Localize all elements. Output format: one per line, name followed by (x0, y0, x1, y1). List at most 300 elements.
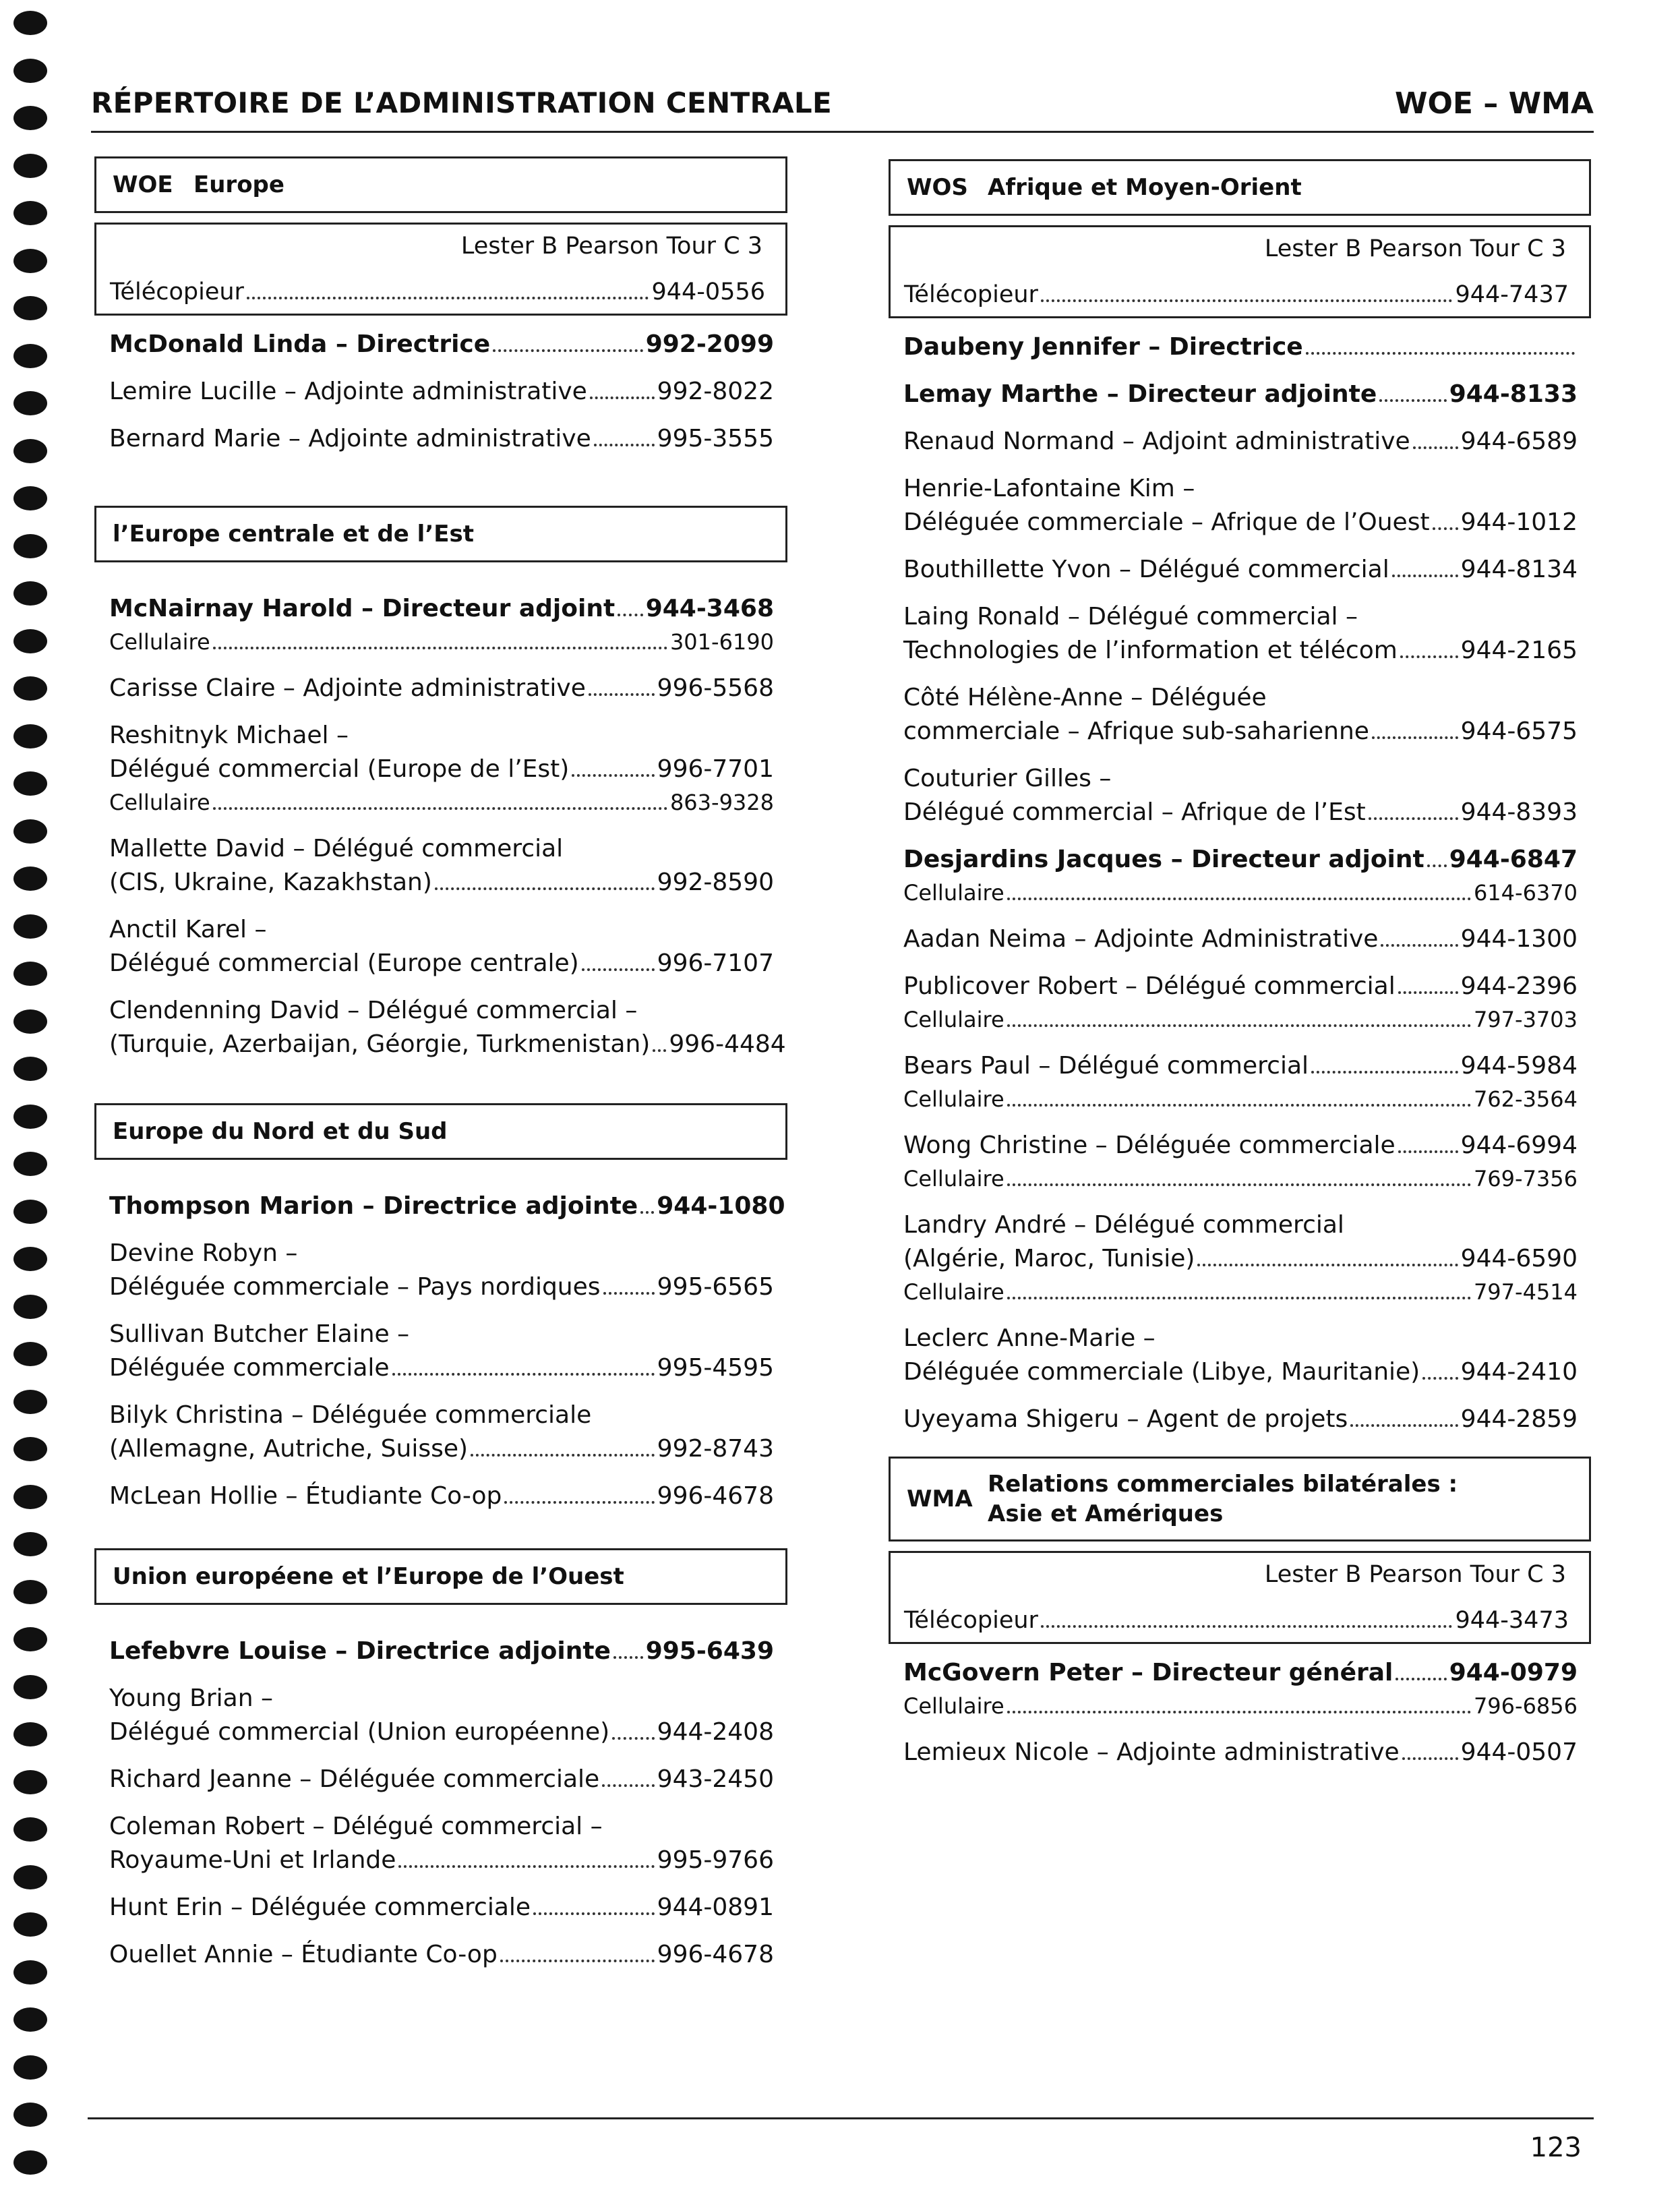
directory-entry (903, 330, 1578, 364)
phone-row (109, 1270, 774, 1304)
office-address: Lester B Pearson Tour C 3 (460, 233, 762, 260)
leader-dots (612, 1737, 655, 1740)
binding-hole (13, 486, 47, 510)
directory-entry (903, 1049, 1578, 1115)
binding-hole (13, 344, 47, 368)
leader-dots (1041, 299, 1453, 302)
phone-number: 996-7107 (657, 949, 774, 977)
phone-label: Carisse Claire – Adjointe administrative (109, 674, 586, 702)
phone-label: (Turquie, Azerbaijan, Géorgie, Turkmenistan) (109, 1030, 651, 1058)
section-woe (94, 156, 787, 469)
cellular-label: Cellulaire (903, 1086, 1004, 1112)
phone-row (903, 378, 1578, 411)
cellular-number: 301-6190 (669, 629, 774, 655)
binding-hole (13, 1770, 47, 1794)
leader-dots (435, 887, 655, 890)
cellular-number: 769-7356 (1473, 1166, 1578, 1192)
cellular-row (903, 1163, 1578, 1195)
phone-row (109, 1028, 786, 1061)
phone-row (903, 796, 1578, 829)
leader-dots (533, 1912, 655, 1915)
leader-dots (1413, 446, 1458, 449)
cellular-row (109, 786, 774, 819)
directory-entry (903, 378, 1578, 411)
phone-number: 944-5984 (1460, 1052, 1578, 1080)
leader-dots (1007, 898, 1471, 900)
cellular-label: Cellulaire (903, 1279, 1004, 1305)
phone-number: 992-8590 (657, 869, 774, 896)
binding-hole (13, 249, 47, 273)
fax-box (889, 1551, 1591, 1644)
phone-row (903, 1242, 1578, 1276)
cellular-row (903, 1276, 1578, 1308)
phone-row (109, 672, 774, 705)
fax-label: Télécopieur (110, 278, 244, 305)
phone-number: 996-4678 (657, 1941, 774, 1968)
phone-number: 944-0891 (657, 1893, 774, 1921)
section-name: l’Europe centrale et de l’Est (113, 521, 474, 548)
binding-hole (13, 819, 47, 844)
phone-row (903, 1403, 1578, 1436)
phone-row (109, 1763, 774, 1796)
section-name: Europe du Nord et du Sud (113, 1118, 448, 1145)
page-title: RÉPERTOIRE DE L’ADMINISTRATION CENTRALE (91, 86, 832, 119)
header-rule (91, 131, 1594, 133)
section-union-europeenne (94, 1548, 787, 1985)
phone-label: Délégué commercial (Europe centrale) (109, 949, 579, 977)
leader-dots (1398, 1150, 1458, 1153)
phone-number: 944-8393 (1460, 798, 1578, 826)
directory-entry (109, 1891, 774, 1925)
phone-label: McGovern Peter – Directeur général (903, 1659, 1393, 1686)
directory-entry (109, 832, 774, 900)
directory-entry (903, 1736, 1578, 1769)
fax-box (94, 223, 787, 316)
binding-hole (13, 439, 47, 463)
leader-dots (1197, 1264, 1458, 1266)
leader-dots (1392, 575, 1458, 577)
cellular-number: 796-6856 (1473, 1693, 1578, 1719)
phone-row (109, 1635, 774, 1668)
directory-entry (903, 1129, 1578, 1195)
directory-entry (109, 1479, 774, 1513)
fax-box (889, 225, 1591, 318)
cellular-row (109, 626, 774, 658)
binding-hole (13, 59, 47, 83)
entry-name-line: Coleman Robert – Délégué commercial – (109, 1813, 603, 1840)
entry-name-line: Landry André – Délégué commercial (903, 1211, 1344, 1239)
phone-label: Wong Christine – Déléguée commerciale (903, 1132, 1396, 1159)
entry-list (94, 1189, 787, 1513)
leader-dots (590, 396, 655, 399)
phone-label: Bouthillette Yvon – Délégué commercial (903, 556, 1389, 583)
directory-entry (903, 922, 1578, 956)
phone-number: 944-8134 (1460, 556, 1578, 583)
leader-dots (504, 1501, 654, 1504)
phone-row (109, 1432, 774, 1466)
binding-hole (13, 1105, 47, 1129)
leader-dots (493, 349, 643, 352)
directory-entry (903, 425, 1578, 459)
directory-entry (109, 1189, 785, 1223)
phone-label: Uyeyama Shigeru – Agent de projets (903, 1405, 1348, 1433)
directory-entry (903, 1208, 1578, 1308)
phone-number: 944-6994 (1460, 1132, 1578, 1159)
phone-number: 996-7701 (657, 755, 774, 783)
section-header (94, 1548, 787, 1605)
phone-number: 944-3468 (645, 595, 774, 622)
phone-number: 996-4484 (669, 1030, 786, 1058)
phone-number: 995-3555 (657, 425, 774, 452)
directory-entry (109, 672, 774, 705)
phone-number: 944-6590 (1460, 1245, 1578, 1272)
leader-dots (1007, 1183, 1471, 1186)
entry-name-line: Clendenning David – Délégué commercial – (109, 997, 638, 1024)
phone-label: (Algérie, Maroc, Tunisie) (903, 1245, 1195, 1272)
binding-hole (13, 1485, 47, 1509)
phone-label: Délégué commercial (Union européenne) (109, 1718, 610, 1746)
leader-dots (500, 1960, 655, 1962)
phone-number: 995-6439 (645, 1637, 774, 1665)
section-name: Afrique et Moyen-Orient (988, 174, 1302, 201)
phone-number: 944-1012 (1460, 508, 1578, 536)
phone-number: 944-2396 (1460, 972, 1578, 1000)
binding-hole (13, 1817, 47, 1842)
fax-label: Télécopieur (904, 281, 1038, 308)
binding-hole (13, 724, 47, 748)
directory-entry (109, 719, 774, 819)
directory-entry (109, 592, 774, 658)
leader-dots (1311, 1071, 1458, 1074)
phone-label: Lemay Marthe – Directeur adjointe (903, 380, 1377, 408)
leader-dots (618, 614, 643, 616)
leader-dots (398, 1865, 654, 1868)
phone-number: 944-2859 (1460, 1405, 1578, 1433)
binding-hole (13, 2103, 47, 2127)
phone-row (109, 1844, 774, 1877)
fax-number: 944-7437 (1455, 281, 1569, 308)
phone-row (903, 922, 1578, 956)
phone-label: Royaume-Uni et Irlande (109, 1846, 396, 1874)
phone-label: Hunt Erin – Déléguée commerciale (109, 1893, 531, 1921)
directory-entry (109, 1399, 774, 1466)
binding-hole (13, 1009, 47, 1034)
directory-entry (903, 1322, 1578, 1389)
cellular-number: 797-4514 (1473, 1279, 1578, 1305)
phone-number: 944-6575 (1460, 717, 1578, 745)
binding-hole (13, 1675, 47, 1699)
section-code: WOE (113, 171, 173, 198)
phone-row (109, 1715, 774, 1749)
phone-label: Aadan Neima – Adjointe Administrative (903, 925, 1379, 953)
phone-row (903, 1129, 1578, 1163)
binding-hole (13, 2055, 47, 2080)
directory-entry (903, 762, 1578, 829)
section-europe-centrale (94, 506, 787, 1075)
section-header (889, 159, 1591, 216)
directory-entry (903, 1656, 1578, 1722)
leader-dots (1379, 399, 1446, 402)
phone-label: Déléguée commerciale – Pays nordiques (109, 1273, 601, 1301)
binding-hole (13, 1580, 47, 1604)
section-wma (889, 1457, 1591, 1783)
directory-entry (109, 422, 774, 456)
phone-row (903, 634, 1578, 668)
leader-dots (1402, 1757, 1458, 1760)
cellular-number: 797-3703 (1473, 1007, 1578, 1032)
footer-rule (88, 2117, 1594, 2119)
phone-row (109, 1351, 774, 1385)
leader-dots (640, 1211, 654, 1214)
entry-list (94, 592, 787, 1061)
entry-name-line: Couturier Gilles – (903, 765, 1112, 792)
leader-dots (1007, 1024, 1471, 1027)
cellular-label: Cellulaire (109, 790, 210, 815)
binding-hole (13, 1437, 47, 1461)
directory-entry (903, 472, 1578, 539)
directory-entry (109, 994, 786, 1061)
binding-hole (13, 1247, 47, 1271)
phone-label: McLean Hollie – Étudiante Co-op (109, 1482, 502, 1510)
phone-label: Délégué commercial (Europe de l’Est) (109, 755, 570, 783)
phone-number: 944-6589 (1460, 428, 1578, 455)
section-name: Europe (193, 171, 284, 198)
directory-entry (903, 553, 1578, 587)
office-address: Lester B Pearson Tour C 3 (1264, 235, 1566, 262)
phone-number: 944-0507 (1460, 1738, 1578, 1766)
directory-entry (109, 1635, 774, 1668)
phone-label: Renaud Normand – Adjoint administrative (903, 428, 1410, 455)
directory-entry (109, 328, 774, 361)
phone-number: 944-1300 (1460, 925, 1578, 953)
leader-dots (1350, 1424, 1458, 1427)
section-codes: WOE – WMA (1394, 86, 1594, 121)
binding-hole (13, 581, 47, 606)
directory-entry (903, 1403, 1578, 1436)
phone-row (109, 1479, 774, 1513)
binding-hole (13, 534, 47, 558)
phone-label: (Allemagne, Autriche, Suisse) (109, 1435, 469, 1463)
phone-label: Richard Jeanne – Déléguée commerciale (109, 1765, 600, 1793)
phone-label: Lemire Lucille – Adjointe administrative (109, 378, 587, 405)
leader-dots (594, 444, 655, 446)
phone-label: (CIS, Ukraine, Kazakhstan) (109, 869, 432, 896)
phone-number: 995-4595 (657, 1354, 774, 1382)
section-code: WMA (907, 1486, 973, 1512)
directory-entry (109, 913, 774, 980)
leader-dots (1007, 1104, 1471, 1107)
leader-dots (247, 297, 649, 299)
entry-name-line: Reshitnyk Michael – (109, 722, 349, 749)
leader-dots (602, 1784, 654, 1787)
section-header (94, 1103, 787, 1160)
section-header (94, 506, 787, 562)
phone-label: Bears Paul – Délégué commercial (903, 1052, 1309, 1080)
leader-dots (1422, 1377, 1458, 1380)
phone-row (903, 425, 1578, 459)
fax-row (904, 1607, 1569, 1634)
cellular-row (903, 1083, 1578, 1115)
leader-dots (653, 1049, 666, 1052)
phone-row (903, 1736, 1578, 1769)
leader-dots (1369, 817, 1458, 820)
phone-row (109, 947, 774, 980)
cellular-label: Cellulaire (903, 880, 1004, 906)
directory-entry (109, 1810, 774, 1877)
phone-label: Bernard Marie – Adjointe administrative (109, 425, 591, 452)
cellular-label: Cellulaire (903, 1693, 1004, 1719)
directory-entry (109, 1318, 774, 1385)
phone-label: Lemieux Nicole – Adjointe administrative (903, 1738, 1400, 1766)
leader-dots (603, 1292, 655, 1295)
phone-number: 992-8022 (657, 378, 774, 405)
entry-name-line: Côté Hélène-Anne – Déléguée (903, 684, 1267, 711)
phone-number: 992-2099 (645, 330, 774, 358)
cellular-label: Cellulaire (903, 1166, 1004, 1192)
phone-label: Délégué commercial – Afrique de l’Est (903, 798, 1366, 826)
binding-hole (13, 154, 47, 178)
binding-hole (13, 2150, 47, 2175)
leader-dots (589, 693, 655, 696)
section-header (889, 1457, 1591, 1541)
entry-name-line: Bilyk Christina – Déléguée commerciale (109, 1401, 592, 1429)
phone-row (109, 866, 774, 900)
binding-hole (13, 962, 47, 986)
section-name: Union européene et l’Europe de l’Ouest (113, 1563, 624, 1590)
binding-hole (13, 1865, 47, 1889)
binding-hole (13, 914, 47, 939)
entry-name-line: Laing Ronald – Délégué commercial – (903, 603, 1358, 630)
phone-number: 996-4678 (657, 1482, 774, 1510)
binding-hole (13, 1152, 47, 1176)
phone-number: 996-5568 (657, 674, 774, 702)
binding-hole (13, 1960, 47, 1985)
leader-dots (471, 1454, 655, 1457)
leader-dots (1398, 991, 1458, 994)
leader-dots (1433, 527, 1458, 530)
section-name (988, 1469, 1458, 1529)
cellular-number: 614-6370 (1473, 880, 1578, 906)
entry-name-line: Mallette David – Délégué commercial (109, 835, 564, 862)
phone-label: Déléguée commerciale (Libye, Mauritanie) (903, 1358, 1420, 1386)
spiral-binding (13, 11, 51, 2196)
directory-entry (903, 970, 1578, 1036)
directory-entry (109, 1763, 774, 1796)
phone-label: McDonald Linda – Directrice (109, 330, 491, 358)
entry-name-line: Anctil Karel – (109, 916, 267, 943)
directory-entry (109, 1237, 774, 1304)
phone-label: Déléguée commerciale (109, 1354, 390, 1382)
binding-hole (13, 1532, 47, 1556)
fax-number: 944-3473 (1455, 1607, 1569, 1634)
entry-name-line: Devine Robyn – (109, 1239, 298, 1267)
phone-label: Ouellet Annie – Étudiante Co-op (109, 1941, 498, 1968)
phone-number: 944-8133 (1449, 380, 1578, 408)
binding-hole (13, 629, 47, 653)
cellular-row (903, 1003, 1578, 1036)
phone-label: Lefebvre Louise – Directrice adjointe (109, 1637, 611, 1665)
leader-dots (1041, 1625, 1453, 1628)
cellular-row (903, 877, 1578, 909)
directory-entry (109, 1938, 774, 1972)
fax-row (904, 281, 1569, 308)
directory-entry (109, 1682, 774, 1749)
phone-row (903, 1355, 1578, 1389)
phone-number: 944-2408 (657, 1718, 774, 1746)
section-name-line2: Asie et Amériques (988, 1500, 1224, 1527)
phone-row (109, 592, 774, 626)
leader-dots (1306, 352, 1575, 355)
binding-hole (13, 201, 47, 225)
phone-row (903, 553, 1578, 587)
phone-label: Daubeny Jennifer – Directrice (903, 333, 1303, 361)
directory-entry (109, 375, 774, 409)
phone-row (109, 753, 774, 786)
binding-hole (13, 676, 47, 701)
phone-number: 944-2165 (1460, 637, 1578, 664)
phone-label: commerciale – Afrique sub-saharienne (903, 717, 1369, 745)
phone-number: 944-1080 (657, 1192, 785, 1220)
section-name-line1: Relations commerciales bilatérales : (988, 1471, 1458, 1498)
cellular-number: 762-3564 (1473, 1086, 1578, 1112)
entry-list (889, 1656, 1591, 1769)
phone-number: 943-2450 (657, 1765, 774, 1793)
binding-hole (13, 296, 47, 320)
binding-hole (13, 1200, 47, 1224)
phone-row (903, 330, 1578, 364)
binding-hole (13, 11, 47, 35)
leader-dots (213, 647, 667, 649)
binding-hole (13, 106, 47, 130)
entry-name-line: Young Brian – (109, 1684, 273, 1712)
leader-dots (1372, 736, 1458, 739)
leader-dots (1427, 864, 1447, 867)
fax-number: 944-0556 (651, 278, 765, 305)
directory-entry (903, 843, 1578, 909)
phone-row (903, 506, 1578, 539)
phone-number: 992-8743 (657, 1435, 774, 1463)
entry-list (94, 1635, 787, 1972)
fax-row (110, 278, 765, 305)
phone-row (903, 970, 1578, 1003)
phone-row (109, 422, 774, 456)
leader-dots (392, 1373, 655, 1376)
binding-hole (13, 391, 47, 415)
binding-hole (13, 1912, 47, 1937)
cellular-number: 863-9328 (669, 790, 774, 815)
leader-dots (1007, 1297, 1471, 1299)
phone-row (109, 1938, 774, 1972)
directory-entry (903, 600, 1578, 668)
binding-hole (13, 1627, 47, 1651)
cellular-label: Cellulaire (109, 629, 210, 655)
entry-list (889, 330, 1591, 1436)
leader-dots (613, 1656, 643, 1659)
section-code: WOS (907, 174, 968, 201)
phone-number: 995-6565 (657, 1273, 774, 1301)
directory-entry (903, 681, 1578, 748)
entry-list (94, 328, 787, 456)
leader-dots (213, 807, 667, 810)
section-header (94, 156, 787, 213)
phone-row (109, 1189, 785, 1223)
leader-dots (582, 968, 655, 971)
phone-number: 944-6847 (1449, 846, 1578, 873)
phone-row (903, 1656, 1578, 1690)
phone-label: Déléguée commerciale – Afrique de l’Ouest (903, 508, 1430, 536)
binding-hole (13, 1722, 47, 1746)
binding-hole (13, 1342, 47, 1366)
